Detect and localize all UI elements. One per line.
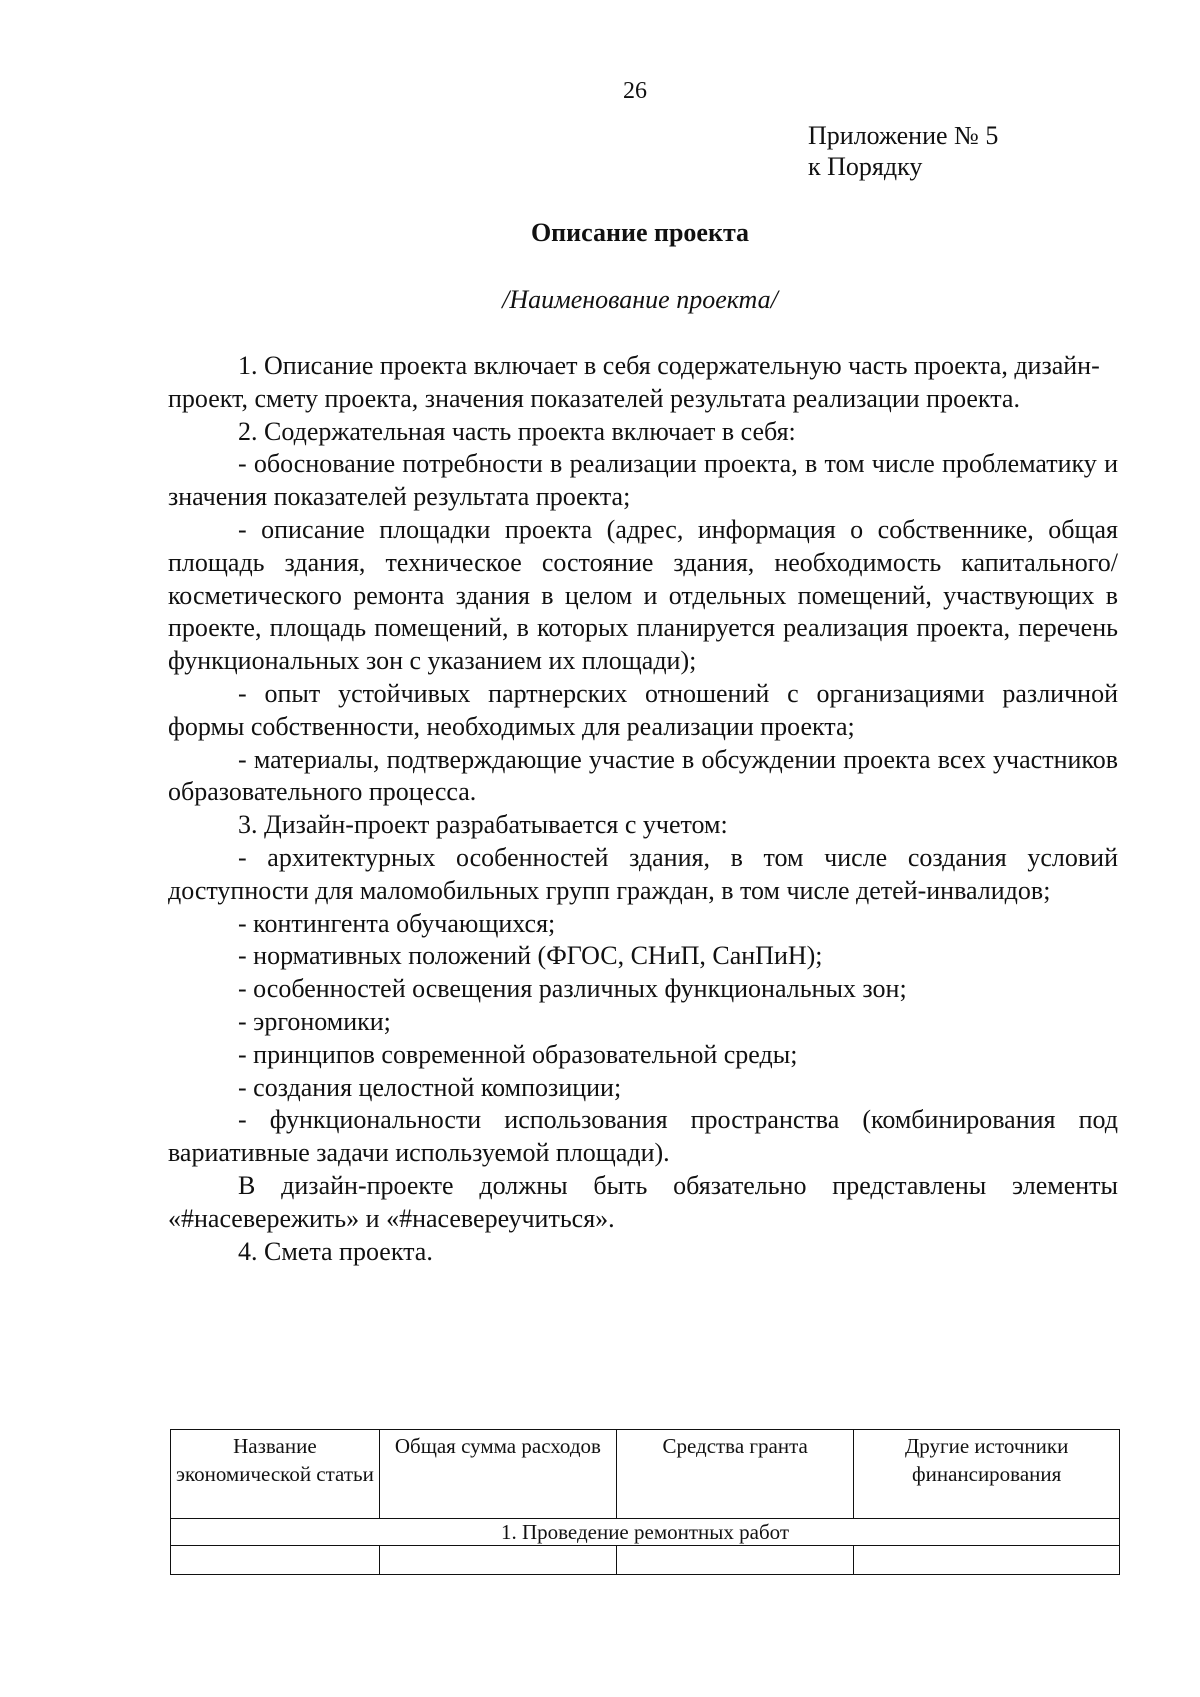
paragraph-12: - эргономики;: [238, 1006, 391, 1036]
table-cell: [617, 1546, 854, 1575]
paragraph-5: - опыт устойчивых партнерских отношений с организациями различной формы собственности, необходимых для реализации проекта;: [168, 678, 1118, 741]
paragraph-2: 2. Содержательная часть проекта включает в себя:: [238, 416, 796, 446]
column-header-grant-funds: Средства гранта: [617, 1430, 854, 1519]
paragraph-16: В дизайн-проекте должны быть обязательно представлены элементы «#насевережить» и «#насевереучиться».: [168, 1170, 1118, 1233]
paragraph-17: 4. Смета проекта.: [238, 1236, 433, 1266]
budget-section-row: [171, 1519, 1120, 1546]
table-cell: [854, 1546, 1120, 1575]
paragraph-11: - особенностей освещения различных функциональных зон;: [238, 974, 907, 1004]
page-number: 26: [623, 78, 647, 104]
paragraph-14: - создания целостной композиции;: [238, 1072, 622, 1102]
column-header-expense-item: Название экономической статьи: [171, 1430, 380, 1519]
table-cell: [171, 1546, 380, 1575]
paragraph-9: - контингента обучающихся;: [238, 908, 556, 938]
paragraph-1: 1. Описание проекта включает в себя содержательную часть проекта, дизайн-проект, смету проекта, значения показателей результата реализации проекта.: [168, 351, 1100, 413]
document-title: Описание проекта: [530, 218, 750, 247]
table-cell: [379, 1546, 616, 1575]
section-label: 1. Проведение ремонтных работ: [171, 1519, 1120, 1546]
budget-table-header-row: [171, 1430, 1120, 1519]
paragraph-13: - принципов современной образовательной среды;: [238, 1039, 798, 1069]
budget-table: [170, 1429, 1120, 1575]
paragraph-6: - материалы, подтверждающие участие в обсуждении проекта всех участников образовательного процесса.: [168, 744, 1118, 807]
paragraph-8: - архитектурных особенностей здания, в том числе создания условий доступности для маломобильных групп граждан, в том числе детей-инвалидов;: [168, 842, 1118, 905]
paragraph-3: - обоснование потребности в реализации проекта, в том числе проблематику и значения показателей результата проекта;: [168, 449, 1118, 512]
appendix-line-2: к Порядку: [808, 152, 923, 181]
appendix-line-1: Приложение № 5: [808, 121, 999, 150]
appendix-reference: [808, 120, 998, 182]
column-header-other-sources: Другие источники финансирования: [854, 1430, 1120, 1519]
document-subtitle: /Наименование проекта/: [502, 285, 778, 314]
paragraph-10: - нормативных положений (ФГОС, СНиП, СанПиН);: [238, 941, 823, 971]
table-row: [171, 1546, 1120, 1575]
column-header-total-expenses: Общая сумма расходов: [379, 1430, 616, 1519]
document-body: [168, 350, 1118, 1268]
paragraph-7: 3. Дизайн-проект разрабатывается с учетом:: [238, 810, 728, 840]
paragraph-4: - описание площадки проекта (адрес, информация о собственнике, общая площадь здания, техническое состояние здания, необходимость капитального/косметического ремонта здания в целом и отдельных помещений, участвующих в проекте, площадь помещений, в которых планируется реализация проекта, перечень функциональных зон с указанием их площади);: [168, 514, 1118, 676]
paragraph-15: - функциональности использования пространства (комбинирования под вариативные задачи используемой площади).: [168, 1105, 1118, 1168]
